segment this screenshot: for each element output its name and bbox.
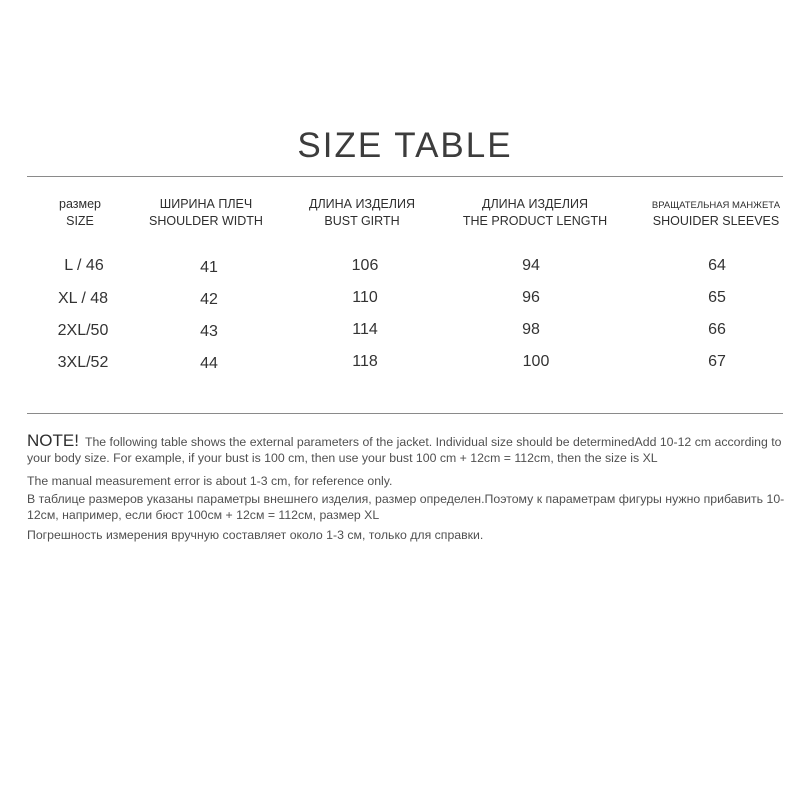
note-text-ru: В таблице размеров указаны параметры внешнего изделия, размер определен.Поэтому к параметрам фигуры нужно прибавить 10-12см, например, если бюст 100см + 12см = 112см, размер XL [27,492,785,522]
column-header-shoulder-en: SHOULDER WIDTH [149,214,263,228]
shoulder-width-cell: 41 [200,259,218,276]
column-header-length-en: THE PRODUCT LENGTH [462,214,608,228]
page-title: SIZE TABLE [297,126,513,165]
product-length-cell: 98 [522,321,540,338]
note-heading: NOTE! [27,431,79,450]
note-paragraph [27,433,787,466]
size-cell: L / 46 [64,257,104,274]
top-divider [27,176,783,177]
product-length-cell: 100 [522,353,550,370]
bust-girth-cell: 114 [352,321,378,338]
sleeve-cell: 66 [708,321,726,338]
column-header-bust-en: BUST GIRTH [324,214,400,228]
column-header-size-ru: размер [59,197,101,211]
sleeve-cell: 67 [708,353,726,370]
bottom-divider [27,413,783,414]
product-length-cell: 96 [522,289,540,306]
size-cell: 2XL/50 [57,322,109,339]
product-length-cell: 94 [522,257,540,274]
bust-girth-cell: 106 [351,257,379,274]
note-measurement-error-en: The manual measurement error is about 1-3 cm, for reference only. [27,474,393,488]
bust-girth-cell: 110 [352,289,378,306]
column-header-length-ru: ДЛИНА ИЗДЕЛИЯ [481,197,589,211]
column-header-size-en: SIZE [66,214,94,228]
column-header-shoulder-ru: ШИРИНА ПЛЕЧ [159,197,253,211]
sleeve-cell: 65 [708,289,726,306]
column-header-bust-ru: ДЛИНА ИЗДЕЛИЯ [308,197,416,211]
note-text-en: The following table shows the external parameters of the jacket. Individual size should be determinedAdd 10-12 cm according to your body size. For example, if your bust is 100 cm, then use your bust 100 cm + 12cm = 112cm, then the size is XL [27,435,782,465]
shoulder-width-cell: 43 [200,323,218,340]
bust-girth-cell: 118 [352,353,378,370]
column-header-sleeves-ru: ВРАЩАТЕЛЬНАЯ МАНЖЕТА [651,200,781,211]
sleeve-cell: 64 [708,257,726,274]
size-cell: XL / 48 [57,290,109,307]
size-cell: 3XL/52 [57,354,109,371]
note-measurement-error-ru: Погрешность измерения вручную составляет около 1-3 см, только для справки. [27,528,484,542]
shoulder-width-cell: 42 [200,291,218,308]
column-header-sleeves-en: SHOUIDER SLEEVES [652,214,780,228]
shoulder-width-cell: 44 [200,355,218,372]
